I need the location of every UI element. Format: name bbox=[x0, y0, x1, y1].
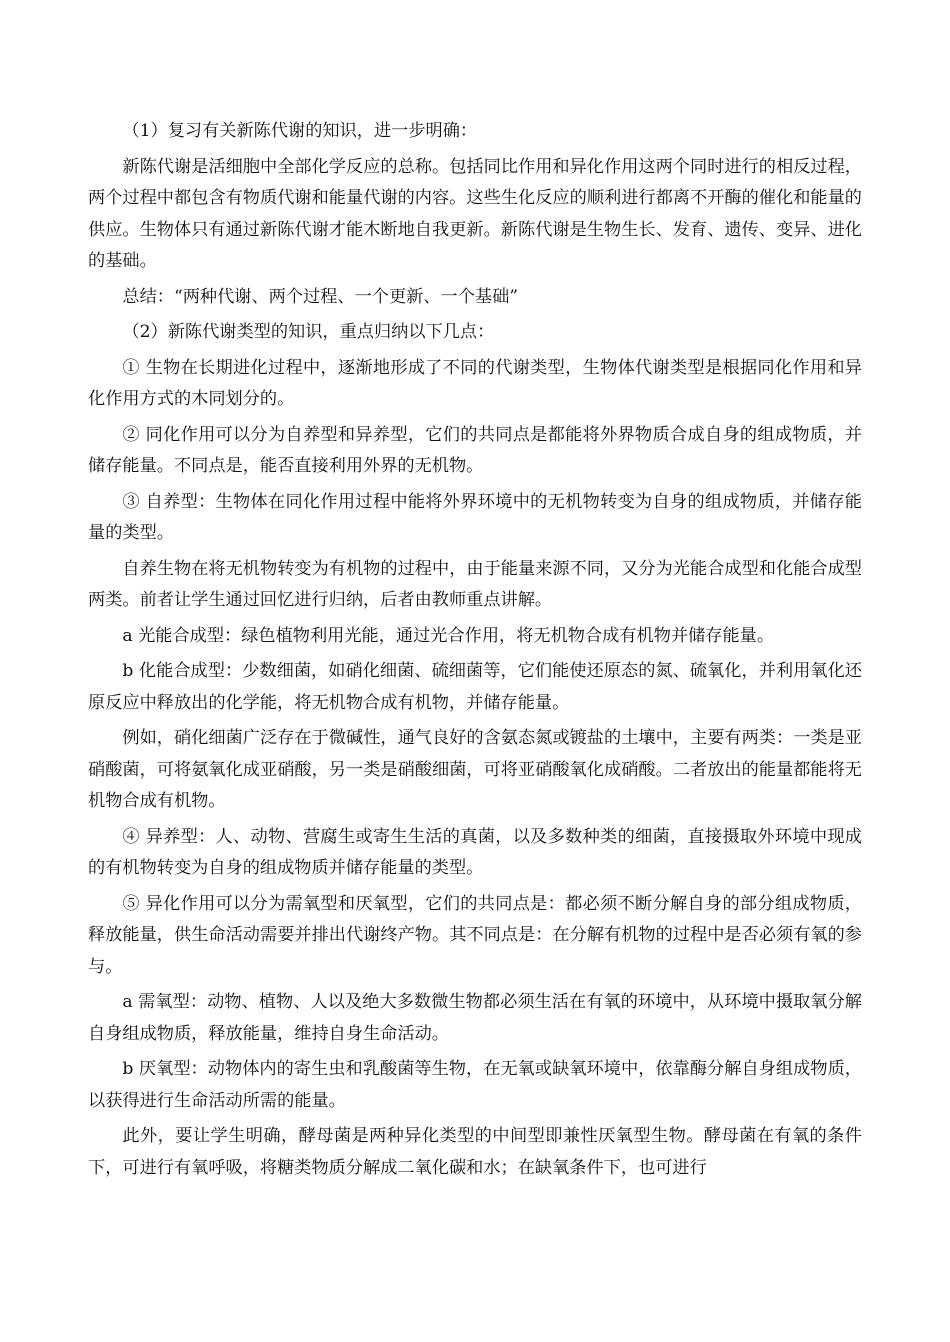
paragraph-point-3: ③ 自养型：生物体在同化作用过程中能将外界环境中的无机物转变为自身的组成物质，并储存能量的类型。 bbox=[88, 491, 862, 543]
paragraph-summary: 总结：“两种代谢、两个过程、一个更新、一个基础” bbox=[122, 286, 519, 307]
paragraph-review-heading: （1）复习有关新陈代谢的知识，进一步明确： bbox=[122, 121, 478, 141]
paragraph-autotroph-explanation: 自养生物在将无机物转变为有机物的过程中，由于能量来源不同，又分为光能合成型和化能合成型两类。前者让学生通过回忆进行归纳，后者由教师重点讲解。 bbox=[88, 558, 862, 610]
paragraph-chemosynthetic: b 化能合成型：少数细菌，如硝化细菌、硫细菌等，它们能使还原态的氮、硫氧化，并利用氧化还原反应中释放出的化学能，将无机物合成有机物，并储存能量。 bbox=[88, 661, 862, 713]
paragraph-types-heading: （2）新陈代谢类型的知识，重点归纳以下几点： bbox=[122, 322, 495, 342]
paragraph-photosynthetic: a 光能合成型：绿色植物利用光能，通过光合作用，将无机物合成有机物并储存能量。 bbox=[122, 625, 775, 646]
paragraph-point-5: ⑤ 异化作用可以分为需氧型和厌氧型，它们的共同点是：都必须不断分解自身的部分组成物质，释放能量，供生命活动需要并排出代谢终产物。其不同点是：在分解有机物的过程中是否必须有氧的参与。 bbox=[88, 893, 862, 977]
paragraph-point-2: ② 同化作用可以分为自养型和异养型，它们的共同点是都能将外界物质合成自身的组成物质，并储存能量。不同点是，能否直接利用外界的无机物。 bbox=[88, 424, 862, 476]
paragraph-anaerobic: b 厌氧型：动物体内的寄生虫和乳酸菌等生物，在无氧或缺氧环境中，依靠酶分解自身组成物质，以获得进行生命活动所需的能量。 bbox=[88, 1059, 862, 1111]
paragraph-aerobic: a 需氧型：动物、植物、人以及绝大多数微生物都必须生活在有氧的环境中，从环境中摄取氧分解自身组成物质，释放能量，维持自身生命活动。 bbox=[88, 992, 862, 1044]
paragraph-example-nitrifying: 例如，硝化细菌广泛存在于微碱性，通气良好的含氨态氮或镀盐的土壤中，主要有两类：一类是亚硝酸菌，可将氨氧化成亚硝酸，另一类是硝酸细菌，可将亚硝酸氧化成硝酸。二者放出的能量都能将无机物合成有机物。 bbox=[88, 728, 862, 811]
paragraph-point-4: ④ 异养型：人、动物、营腐生或寄生生活的真菌，以及多数种类的细菌，直接摄取外环境中现成的有机物转变为自身的组成物质并储存能量的类型。 bbox=[88, 826, 862, 878]
paragraph-yeast: 此外，要让学生明确，酵母菌是两种异化类型的中间型即兼性厌氧型生物。酵母菌在有氧的条件下，可进行有氧呼吸，将糖类物质分解成二氧化碳和水；在缺氧条件下，也可进行 bbox=[88, 1126, 862, 1178]
document-page bbox=[88, 116, 862, 1188]
paragraph-point-1: ① 生物在长期进化过程中，逐渐地形成了不同的代谢类型，生物体代谢类型是根据同化作用和异化作用方式的木同划分的。 bbox=[88, 357, 862, 409]
paragraph-metabolism-definition: 新陈代谢是活细胞中全部化学反应的总称。包括同比作用和异化作用这两个同时进行的相反过程，两个过程中都包含有物质代谢和能量代谢的内容。这些生化反应的顺利进行都离不开酶的催化和能量的供应。生物体只有通过新陈代谢才能木断地自我更新。新陈代谢是生物生长、发育、遗传、变异、进化的基础。 bbox=[88, 156, 862, 271]
